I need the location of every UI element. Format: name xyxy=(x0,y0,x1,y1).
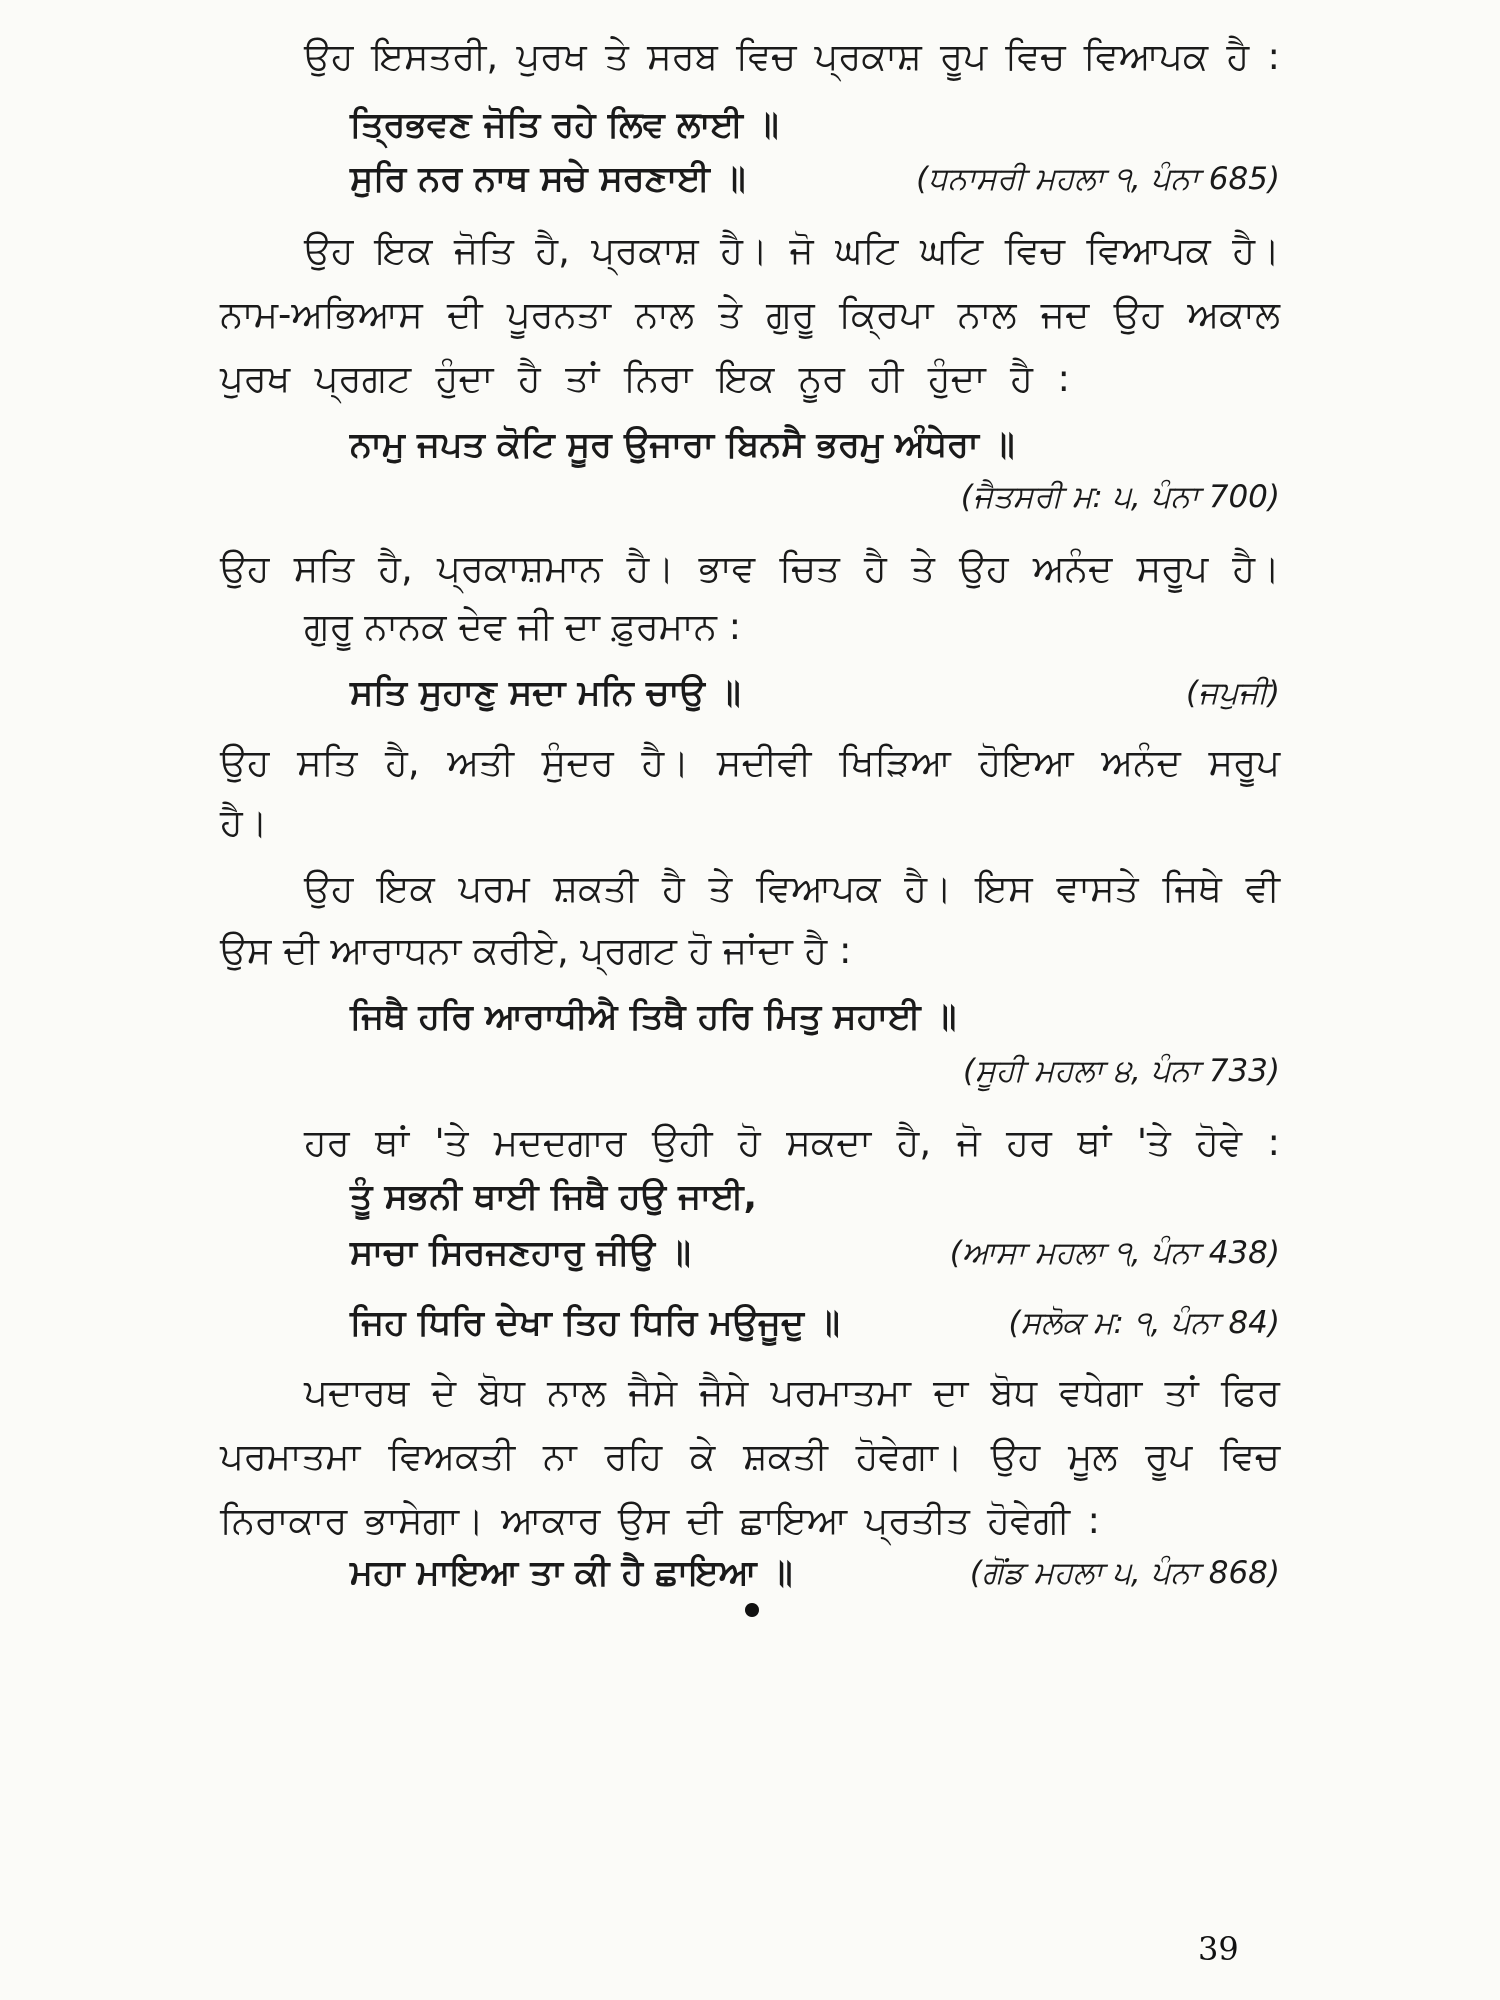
text-line: ਉਹ ਸਤਿ ਹੈ, ਪ੍ਰਕਾਸ਼ਮਾਨ ਹੈ। ਭਾਵ ਚਿਤ ਹੈ ਤੇ ਉਹ ਅਨੰਦ ਸਰੂਪ ਹੈ। xyxy=(220,547,1280,590)
page-number: 39 xyxy=(1198,1930,1239,1968)
citation: (ਆਸਾ ਮਹਲਾ ੧, ਪੰਨਾ 438) xyxy=(949,1235,1280,1271)
verse-line: ਸੁਰਿ ਨਰ ਨਾਥ ਸਚੇ ਸਰਣਾਈ ॥ xyxy=(350,159,746,199)
citation: (ਸਲੋਕ ਮ: ੧, ਪੰਨਾ 84) xyxy=(1008,1305,1280,1341)
text-line: ਗੁਰੂ ਨਾਨਕ ਦੇਵ ਜੀ ਦਾ ਫ਼ੁਰਮਾਨ : xyxy=(304,605,742,648)
text-line: ਉਸ ਦੀ ਆਰਾਧਨਾ ਕਰੀਏ, ਪ੍ਰਗਟ ਹੋ ਜਾਂਦਾ ਹੈ : xyxy=(220,929,852,972)
verse-line: ਤੂੰ ਸਭਨੀ ਥਾਈ ਜਿਥੈ ਹਉ ਜਾਈ, xyxy=(350,1177,757,1217)
text-line: ਉਹ ਇਸਤਰੀ, ਪੁਰਖ ਤੇ ਸਰਬ ਵਿਚ ਪ੍ਰਕਾਸ਼ ਰੂਪ ਵਿਚ ਵਿਆਪਕ ਹੈ : xyxy=(304,35,1280,78)
text-line: ਹਰ ਥਾਂ 'ਤੇ ਮਦਦਗਾਰ ਉਹੀ ਹੋ ਸਕਦਾ ਹੈ, ਜੋ ਹਰ ਥਾਂ 'ਤੇ ਹੋਵੇ : xyxy=(304,1121,1280,1164)
citation: (ਧਨਾਸਰੀ ਮਹਲਾ ੧, ਪੰਨਾ 685) xyxy=(916,161,1280,197)
citation: (ਸੂਹੀ ਮਹਲਾ ੪, ਪੰਨਾ 733) xyxy=(963,1053,1280,1089)
text-line: ਹੈ। xyxy=(220,801,268,844)
verse-line: ਸਤਿ ਸੁਹਾਣੁ ਸਦਾ ਮਨਿ ਚਾਉ ॥ xyxy=(350,673,741,713)
verse-line: ਮਹਾ ਮਾਇਆ ਤਾ ਕੀ ਹੈ ਛਾਇਆ ॥ xyxy=(350,1553,793,1593)
text-line: ਉਹ ਸਤਿ ਹੈ, ਅਤੀ ਸੁੰਦਰ ਹੈ। ਸਦੀਵੀ ਖਿੜਿਆ ਹੋਇਆ ਅਨੰਦ ਸਰੂਪ xyxy=(220,741,1280,784)
text-line: ਪਰਮਾਤਮਾ ਵਿਅਕਤੀ ਨਾ ਰਹਿ ਕੇ ਸ਼ਕਤੀ ਹੋਵੇਗਾ। ਉਹ ਮੂਲ ਰੂਪ ਵਿਚ xyxy=(220,1435,1280,1478)
verse-line: ਨਾਮੁ ਜਪਤ ਕੋਟਿ ਸੂਰ ਉਜਾਰਾ ਬਿਨਸੈ ਭਰਮੁ ਅੰਧੇਰਾ ॥ xyxy=(350,425,1015,465)
text-line: ਪੁਰਖ ਪ੍ਰਗਟ ਹੁੰਦਾ ਹੈ ਤਾਂ ਨਿਰਾ ਇਕ ਨੂਰ ਹੀ ਹੁੰਦਾ ਹੈ : xyxy=(220,357,1070,400)
citation: (ਜੈਤਸਰੀ ਮ: ੫, ਪੰਨਾ 700) xyxy=(960,479,1280,515)
text-line: ਪਦਾਰਥ ਦੇ ਬੋਧ ਨਾਲ ਜੈਸੇ ਜੈਸੇ ਪਰਮਾਤਮਾ ਦਾ ਬੋਧ ਵਧੇਗਾ ਤਾਂ ਫਿਰ xyxy=(304,1371,1280,1414)
text-line: ਨਾਮ-ਅਭਿਆਸ ਦੀ ਪੂਰਨਤਾ ਨਾਲ ਤੇ ਗੁਰੂ ਕ੍ਰਿਪਾ ਨਾਲ ਜਦ ਉਹ ਅਕਾਲ xyxy=(220,293,1280,336)
verse-line: ਜਿਹ ਧਿਰਿ ਦੇਖਾ ਤਿਹ ਧਿਰਿ ਮਉਜੂਦੁ ॥ xyxy=(350,1303,840,1343)
verse-line: ਸਾਚਾ ਸਿਰਜਣਹਾਰੁ ਜੀਉ ॥ xyxy=(350,1233,691,1273)
text-line: ਉਹ ਇਕ ਜੋਤਿ ਹੈ, ਪ੍ਰਕਾਸ਼ ਹੈ। ਜੋ ਘਟਿ ਘਟਿ ਵਿਚ ਵਿਆਪਕ ਹੈ। xyxy=(304,229,1280,272)
verse-line: ਤ੍ਰਿਭਵਣ ਜੋਤਿ ਰਹੇ ਲਿਵ ਲਾਈ ॥ xyxy=(350,105,779,145)
citation: (ਜਪੁਜੀ) xyxy=(1185,675,1280,711)
citation: (ਗੋਂਡ ਮਹਲਾ ੫, ਪੰਨਾ 868) xyxy=(969,1555,1280,1591)
text-line: ਉਹ ਇਕ ਪਰਮ ਸ਼ਕਤੀ ਹੈ ਤੇ ਵਿਆਪਕ ਹੈ। ਇਸ ਵਾਸਤੇ ਜਿਥੇ ਵੀ xyxy=(304,867,1280,910)
text-line: ਨਿਰਾਕਾਰ ਭਾਸੇਗਾ। ਆਕਾਰ ਉਸ ਦੀ ਛਾਇਆ ਪ੍ਰਤੀਤ ਹੋਵੇਗੀ : xyxy=(220,1499,1100,1542)
section-end-dot xyxy=(745,1603,759,1617)
verse-line: ਜਿਥੈ ਹਰਿ ਆਰਾਧੀਐ ਤਿਥੈ ਹਰਿ ਮਿਤੁ ਸਹਾਈ ॥ xyxy=(350,997,957,1037)
